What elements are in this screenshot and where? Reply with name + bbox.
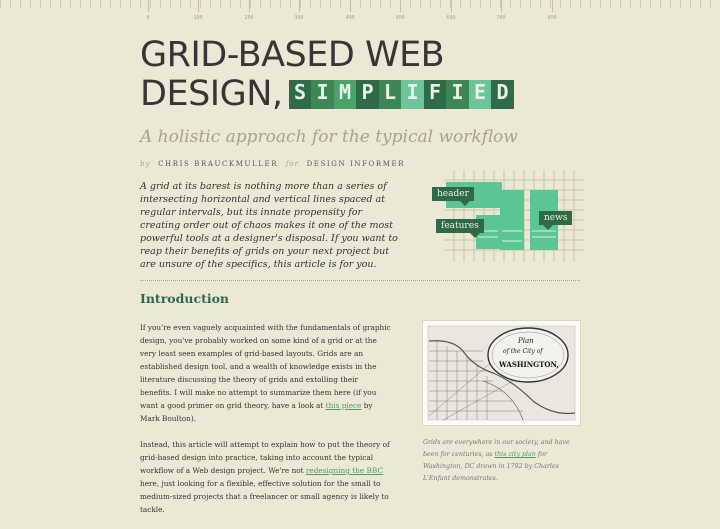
byline-by: by xyxy=(140,160,151,168)
tag-features: features xyxy=(436,219,484,233)
title-tile-letter: D xyxy=(491,80,514,109)
title-tile-letter: P xyxy=(356,80,379,109)
washington-map-illustration xyxy=(423,321,580,425)
ruler-tick: 0 xyxy=(146,15,150,21)
byline xyxy=(140,160,405,168)
article-body xyxy=(140,321,392,529)
tag-news: news xyxy=(539,211,572,225)
map-title-washington: WASHINGTON, xyxy=(499,360,559,369)
title-tile-letter: I xyxy=(401,80,424,109)
title-tile-letter: I xyxy=(311,80,334,109)
caption-text: Grids are everywhere in our society, and have been for centuries, as xyxy=(423,439,570,458)
byline-author: CHRIS BRAUCKMULLER xyxy=(158,160,279,168)
body-paragraph xyxy=(140,321,392,425)
city-plan-image xyxy=(423,321,580,425)
body-text: Instead, this article will attempt to explain how to put the theory of grid-based design into practice, taking into account the typical workflow of a Web design project. We're not xyxy=(140,440,390,475)
page-subtitle: A holistic approach for the typical workflow xyxy=(140,127,518,147)
byline-for: for xyxy=(285,160,299,168)
title-line-2: DESIGN, xyxy=(140,74,283,114)
page-title xyxy=(140,36,610,114)
pixel-ruler xyxy=(0,0,720,24)
title-tile-letter: M xyxy=(334,80,357,109)
redesigning-bbc-link[interactable]: redesigning the BBC xyxy=(305,466,383,475)
caption-text: for Washington, DC drawn in 1792 by Charles L'Enfant demonstrates. xyxy=(423,451,559,482)
tag-header: header xyxy=(432,187,474,201)
body-text: by Mark Boulton). xyxy=(140,401,373,423)
section-divider xyxy=(140,280,580,281)
ruler-tick: 400 xyxy=(345,15,355,21)
grid-illustration xyxy=(437,170,584,262)
title-line-1: GRID-BASED WEB xyxy=(140,35,445,75)
section-heading: Introduction xyxy=(140,291,230,306)
ruler-tick: 500 xyxy=(395,15,405,21)
title-tile-letter: S xyxy=(289,80,312,109)
ruler-tick: 100 xyxy=(193,15,203,21)
city-plan-link[interactable]: this city plan xyxy=(494,451,536,458)
body-text: If you're even vaguely acquainted with the fundamentals of graphic design, you've probably worked on some kind of a grid or at the very least seen examples of grid-based layouts. Grids are an established design tool, and a wealth of knowledge exists in the literature discussing the theory of grids and extolling their benefits. I will make no attempt to summarize them here (if you want a good primer on grid theory, have a look at xyxy=(140,323,391,410)
ruler-tick: 200 xyxy=(244,15,254,21)
ruler-tick: 700 xyxy=(496,15,506,21)
byline-publication: DESIGN INFORMER xyxy=(306,160,406,168)
map-title-plan: Plan xyxy=(518,337,534,345)
simplified-tiles xyxy=(289,80,514,109)
figure-caption xyxy=(423,437,583,485)
title-tile-letter: F xyxy=(424,80,447,109)
intro-paragraph: A grid at its barest is nothing more than a series of intersecting horizontal and vertical lines spaced at regular intervals, but its innate propensity for creating order out of chaos makes it one of the most powerful tools at a designer's disposal. If you want to reap their benefits of grids on your next project but are unsure of the specifics, this article is for you. xyxy=(140,181,398,270)
map-title-city: of the City of xyxy=(503,348,543,355)
this-piece-link[interactable]: this piece xyxy=(325,401,362,410)
body-text: here, just looking for a flexible, effective solution for the small to medium-sized projects that a freelancer or small agency is likely to tackle. xyxy=(140,479,389,514)
title-tile-letter: E xyxy=(469,80,492,109)
ruler-tick: 800 xyxy=(547,15,557,21)
body-paragraph xyxy=(140,438,392,516)
ruler-tick: 600 xyxy=(446,15,456,21)
title-tile-letter: I xyxy=(446,80,469,109)
title-tile-letter: L xyxy=(379,80,402,109)
ruler-tick: 300 xyxy=(294,15,304,21)
